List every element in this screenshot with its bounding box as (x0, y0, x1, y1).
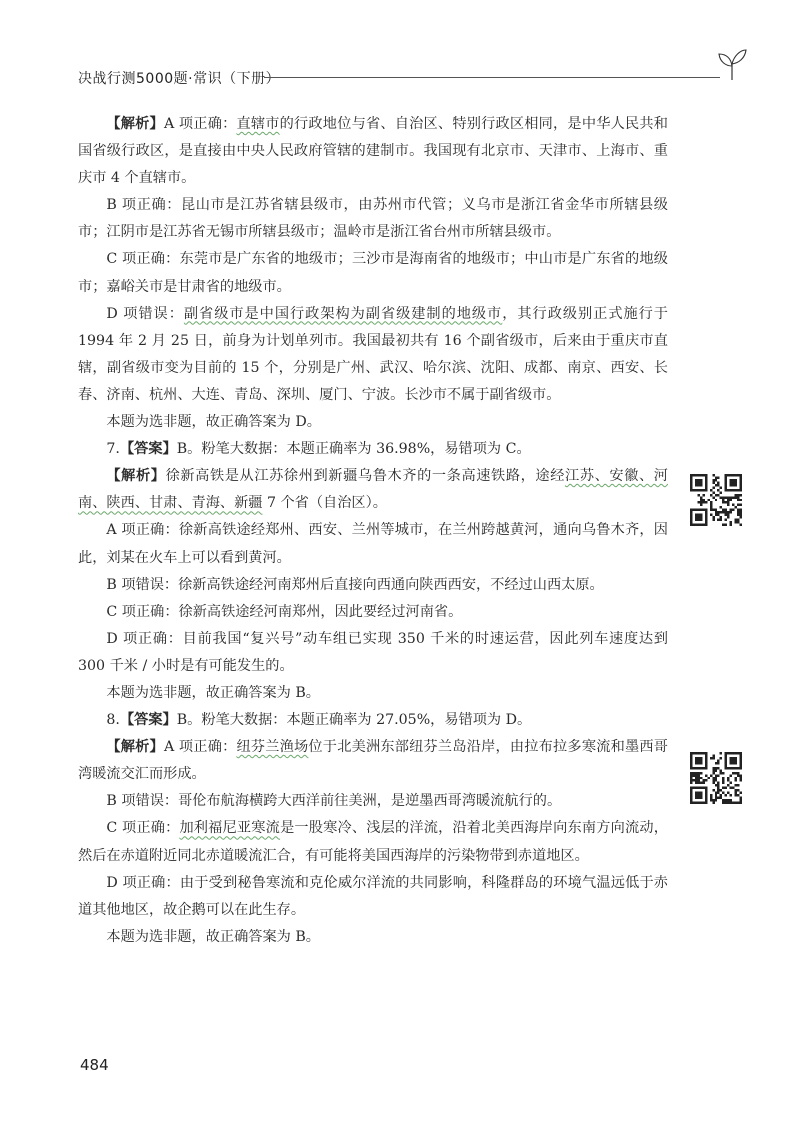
qr-code-icon[interactable] (690, 474, 742, 526)
running-header (78, 60, 748, 92)
qr-code-icon[interactable] (690, 752, 742, 804)
analysis-tag: 【解析】 (106, 116, 164, 132)
paragraph: D 项正确：由于受到秘鲁寒流和克伦威尔洋流的共同影响，科隆群岛的环境气温远低于赤道其他地区，故企鹅可以在此生存。 (78, 874, 668, 918)
analysis-tag: 【解析】 (106, 468, 166, 485)
keyword: 直辖市 (236, 116, 280, 132)
paragraph: B 项错误：徐新高铁途经河南郑州后直接向西通向陕西西安，不经过山西太原。 (106, 576, 604, 593)
keyword: 副省级市是中国行政架构为副省级建制的地级市 (183, 305, 503, 322)
paragraph: 本题为选非题，故正确答案为 B。 (106, 684, 320, 701)
paragraph: 本题为选非题，故正确答案为 D。 (106, 414, 321, 431)
question-answer: 7.【答案】B。粉笔大数据：本题正确率为 36.98%，易错项为 C。 (106, 441, 531, 458)
paragraph: 【解析】A 项正确：直辖市的行政地位与省、自治区、特别行政区相同，是中华人民共和国省级行政区，是直接由中央人民政府管辖的建制市。我国现有北京市、天津市、上海市、重庆市 4 个直辖市。 (78, 116, 668, 187)
answer-tag: 【答案】 (119, 712, 177, 729)
paragraph: D 项错误：副省级市是中国行政架构为副省级建制的地级市，其行政级别正式施行于 1994 年 2 月 25 日，前身为计划单列市。我国最初共有 16 个副省级市，后来由于重庆市直辖，副省级市变为目前的 15 个，分别是广州、武汉、哈尔滨、沈阳、成都、南京、西安、长春、济南、杭州、大连、青岛、深圳、厦门、宁波。长沙市不属于副省级市。 (78, 305, 668, 403)
header-rule (264, 77, 720, 78)
page-number: 484 (80, 1056, 109, 1074)
paragraph: 【解析】A 项正确：纽芬兰渔场位于北美洲东部纽芬兰岛沿岸，由拉布拉多寒流和墨西哥湾暖流交汇而形成。 (78, 739, 668, 783)
paragraph: C 项正确：加利福尼亚寒流是一股寒冷、浅层的洋流，沿着北美西海岸向东南方向流动，然后在赤道附近同北赤道暖流汇合，有可能将美国西海岸的污染物带到赤道地区。 (78, 820, 668, 864)
paragraph: B 项错误：哥伦布航海横跨大西洋前往美洲，是逆墨西哥湾暖流航行的。 (106, 793, 562, 810)
header-title: 决战行测5000题·常识（下册） (78, 71, 281, 87)
paragraph: A 项正确：徐新高铁途经郑州、西安、兰州等城市，在兰州跨越黄河，通向乌鲁木齐，因此，刘某在火车上可以看到黄河。 (78, 522, 668, 566)
keyword: 江苏、安徽、河南、陕西、甘肃、青海、新疆 (78, 468, 668, 512)
paragraph: C 项正确：东莞市是广东省的地级市；三沙市是海南省的地级市；中山市是广东省的地级市；嘉峪关市是甘肃省的地级市。 (78, 251, 668, 295)
question-number: 8. (106, 712, 120, 729)
question-number: 7. (106, 441, 120, 458)
sprout-icon (716, 46, 748, 82)
analysis-tag: 【解析】 (106, 739, 164, 756)
paragraph: C 项正确：徐新高铁途经河南郑州，因此要经过河南省。 (106, 603, 463, 620)
paragraph: B 项正确：昆山市是江苏省辖县级市，由苏州市代管；义乌市是浙江省金华市所辖县级市；江阴市是江苏省无锡市所辖县级市；温岭市是浙江省台州市所辖县级市。 (78, 197, 668, 241)
answer-tag: 【答案】 (119, 441, 177, 458)
paragraph: 【解析】徐新高铁是从江苏徐州到新疆乌鲁木齐的一条高速铁路，途经江苏、安徽、河南、陕西、甘肃、青海、新疆 7 个省（自治区）。 (78, 468, 668, 512)
paragraph: D 项正确：目前我国“复兴号”动车组已实现 350 千米的时速运营，因此列车速度达到 300 千米 / 小时是有可能发生的。 (78, 630, 668, 674)
main-content (78, 111, 668, 951)
keyword: 纽芬兰渔场 (236, 739, 309, 756)
paragraph: 本题为选非题，故正确答案为 B。 (106, 928, 320, 945)
keyword: 加利福尼亚寒流 (179, 820, 281, 837)
question-answer: 8.【答案】B。粉笔大数据：本题正确率为 27.05%，易错项为 D。 (106, 712, 532, 729)
